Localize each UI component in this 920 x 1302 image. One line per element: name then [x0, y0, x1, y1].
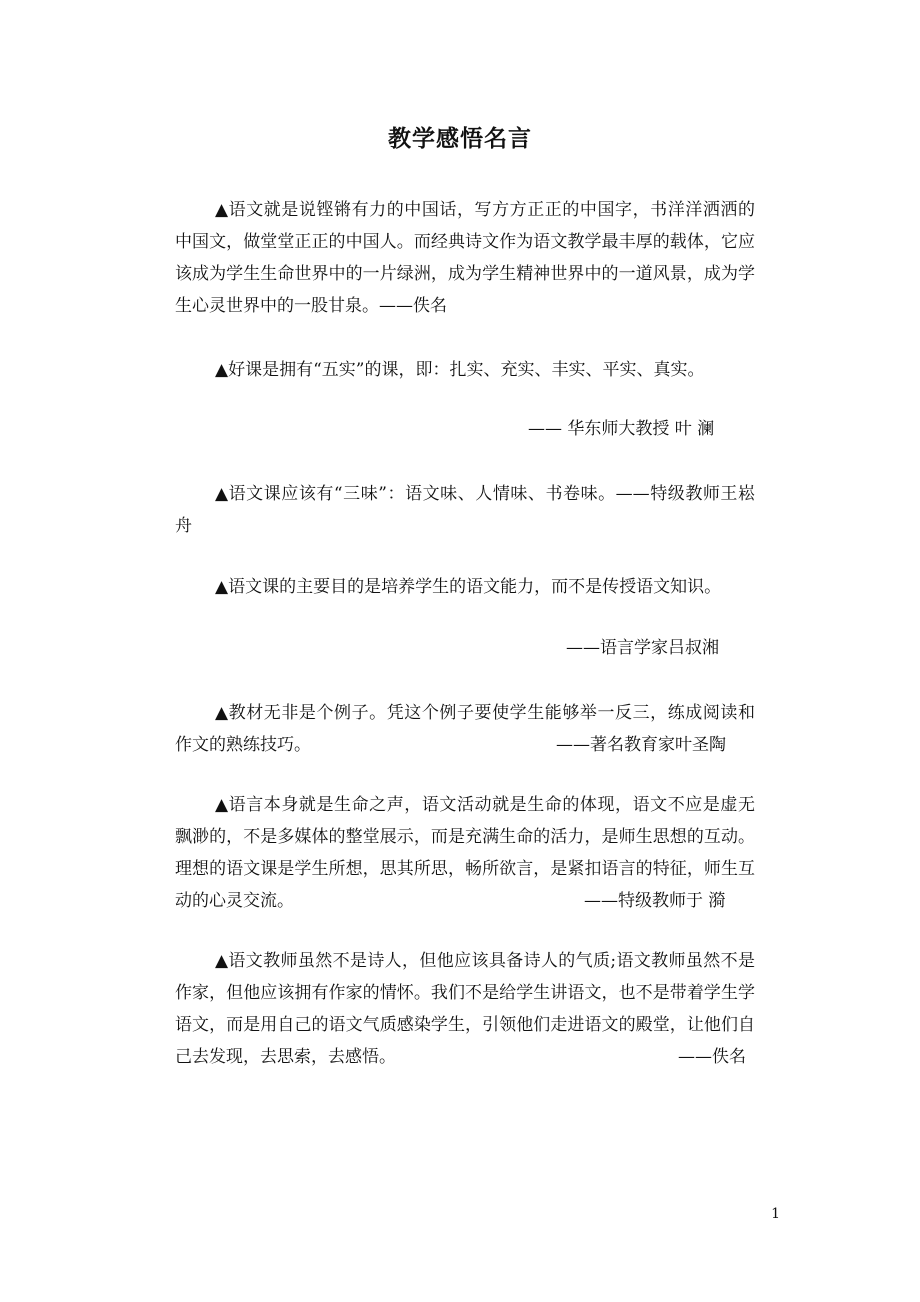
page-title: 教学感悟名言 — [388, 125, 532, 152]
quote-7-attribution: ——佚名 — [678, 1047, 746, 1067]
quote-2-attribution: —— 华东师大教授 叶 澜 — [528, 419, 715, 439]
quote-2: ▲好课是拥有“五实”的课，即：扎实、充实、丰实、平实、真实。 — [215, 360, 705, 380]
page-number: 1 — [771, 1206, 780, 1222]
quote-5-text: ▲教材无非是个例子。凭这个例子要使学生能够举一反三，练成阅读和作文的熟练技巧。 — [175, 703, 755, 755]
quote-5-attribution: ——著名教育家叶圣陶 — [556, 735, 726, 755]
quote-4: ▲语文课的主要目的是培养学生的语文能力，而不是传授语文知识。 — [215, 577, 722, 597]
quote-1: ▲语文就是说铿锵有力的中国话，写方方正正的中国字，书洋洋洒洒的中国文，做堂堂正正的中国人。而经典诗文作为语文教学最丰厚的载体，它应该成为学生生命世界中的一片绿洲，成为学生精神世界中的一道风景，成为学生心灵世界中的一股甘泉。——佚名 — [175, 200, 755, 316]
quote-7-text: ▲语文教师虽然不是诗人，但他应该具备诗人的气质;语文教师虽然不是作家，但他应该拥有作家的情怀。我们不是给学生讲语文，也不是带着学生学语文，而是用自己的语文气质感染学生，引领他们走进语文的殿堂，让他们自己去发现，去思索，去感悟。 — [175, 951, 755, 1067]
quote-4-attribution: ——语言学家吕叔湘 — [566, 638, 719, 658]
quote-3: ▲语文课应该有“三味”：语文味、人情味、书卷味。——特级教师王崧舟 — [175, 484, 755, 536]
quote-6-attribution: ——特级教师于 漪 — [584, 891, 726, 911]
quote-7 — [175, 945, 755, 1073]
quote-6-text: ▲语言本身就是生命之声，语文活动就是生命的体现，语文不应是虚无飘渺的，不是多媒体的整堂展示，而是充满生命的活力，是师生思想的互动。理想的语文课是学生所想，思其所思，畅所欲言，是紧扣语言的特征，师生互动的心灵交流。 — [175, 795, 755, 911]
